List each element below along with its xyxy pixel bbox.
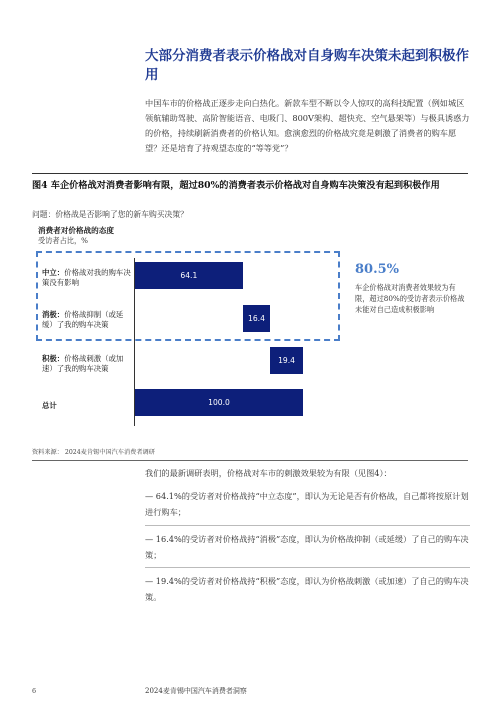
- figure-top-rule: [32, 173, 468, 174]
- bar-total: 100.0: [135, 389, 303, 416]
- figure-title: 图4 车企价格战对消费者影响有限，超过80%的消费者表示价格战对自身购车决策没有起到积极作用: [32, 180, 440, 191]
- bar-negative: 16.4: [243, 305, 271, 332]
- row-label-positive: [42, 354, 134, 374]
- row-label-neutral: [42, 268, 134, 288]
- row-tag: 积极：: [42, 354, 65, 363]
- page-number: 6: [32, 687, 37, 695]
- section-heading: 大部分消费者表示价格战对自身购车决策未起到积极作用: [145, 48, 469, 83]
- highlight-percentage: 80.5%: [355, 262, 400, 277]
- row-text: 价格战抑制（或延缓）了我的购车决策: [42, 310, 124, 329]
- bar-neutral: 64.1: [135, 262, 243, 289]
- row-tag: 消极：: [42, 310, 65, 319]
- figure-source: 资料来源： 2024麦肯锡中国汽车消费者调研: [32, 449, 155, 456]
- row-label-total: [42, 401, 134, 411]
- highlight-note: 车企价格战对消费者效果较为有限，超过80%的受访者表示价格战未能对自己造成积极影响: [355, 283, 465, 314]
- row-text: 价格战刺激（或加速）了我的购车决策: [42, 354, 124, 373]
- row-label-negative: [42, 310, 134, 330]
- row-tag: 中立：: [42, 268, 65, 277]
- intro-paragraph: 中国车市的价格战正逐步走向白热化。新款车型不断以令人惊叹的高科技配置（例如城区领航辅助驾驶、高阶智能语音、电吸门、800V架构、超快充、空气悬架等）与极具诱惑力的价格，持续刷新消费者的价格认知。愈演愈烈的价格战究竟是刺激了消费者的购车愿望？还是培育了持观望态度的“等等党”？: [145, 98, 470, 153]
- bullet-positive: — 19.4%的受访者对价格战持“积极”态度，即认为价格战刺激（或加速）了自己的购车决策。: [145, 576, 469, 602]
- bullet-neutral: — 64.1%的受访者对价格战持“中立态度”，即认为无论是否有价格战，自己都将按原计划进行购车；: [145, 491, 469, 517]
- bar-positive: 19.4: [270, 347, 303, 374]
- footer-title: 2024麦肯锡中国汽车消费者洞察: [145, 687, 247, 695]
- figure-question: 问题：价格战是否影响了您的新车购买决策？: [32, 210, 188, 219]
- attitude-label: 消费者对价格战的态度: [38, 226, 114, 235]
- bullet-negative: — 16.4%的受访者对价格战持“消极”态度，即认为价格战抑制（或延缓）了自己的购车决策；: [145, 534, 469, 560]
- figure-bottom-rule: [32, 460, 468, 461]
- bullet-divider: [145, 525, 470, 526]
- attitude-unit: 受访者占比，%: [38, 236, 88, 245]
- row-tag: 总计: [42, 401, 57, 410]
- findings-intro: 我们的最新调研表明，价格战对车市的刺激效果较为有限（见图4）：: [145, 468, 392, 478]
- row-text: 价格战对我的购车决策没有影响: [42, 268, 131, 287]
- bullet-divider: [145, 567, 470, 568]
